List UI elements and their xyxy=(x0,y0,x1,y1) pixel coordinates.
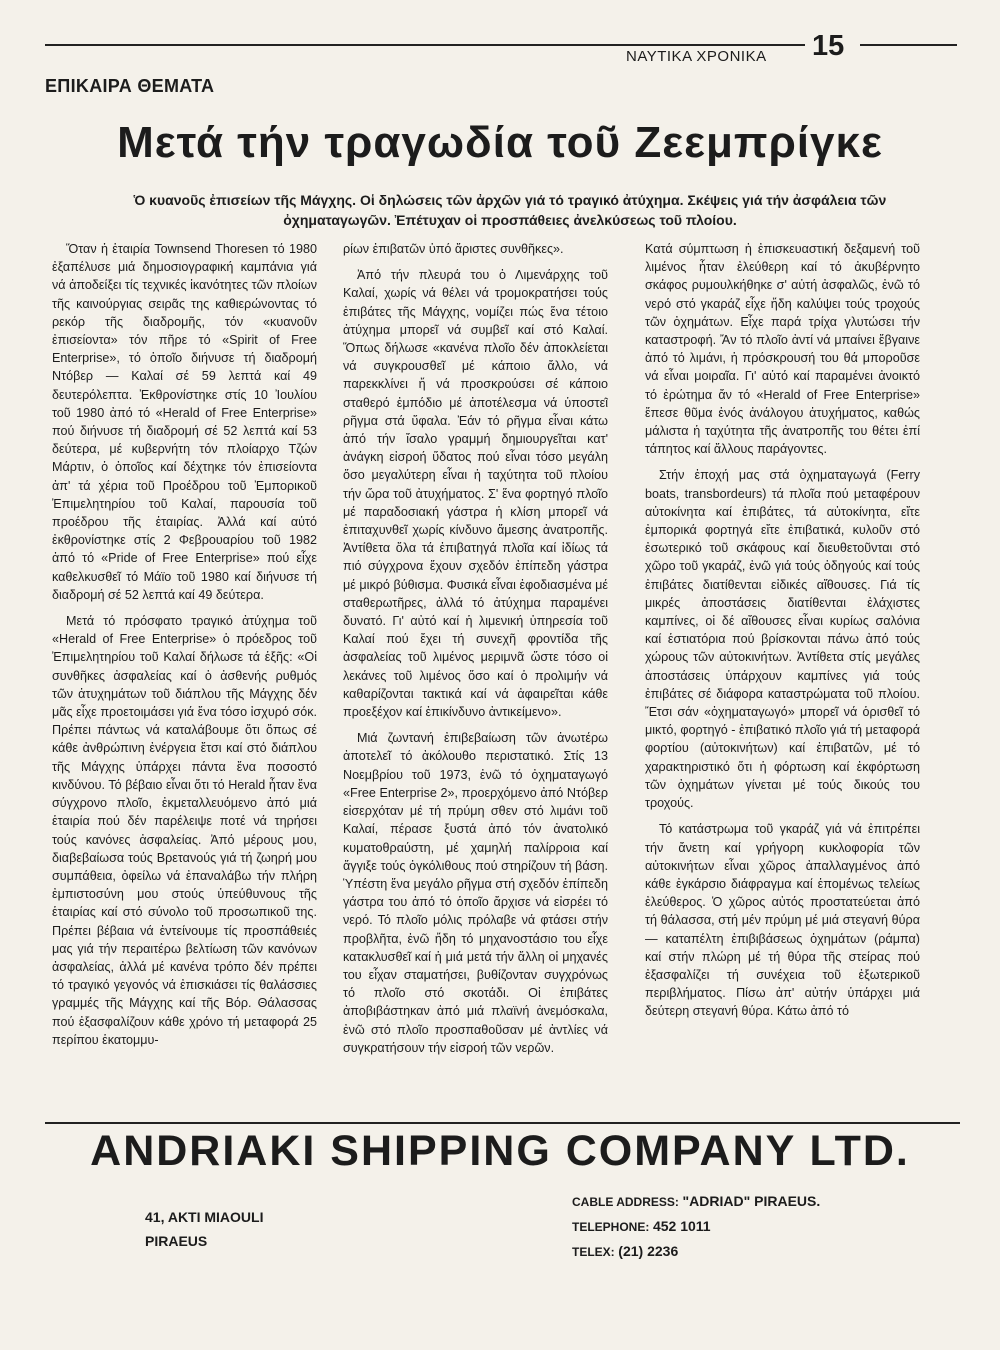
paragraph: Ὅταν ἡ ἑταιρία Townsend Thoresen τό 1980 ἐξαπέλυσε μιά δημοσιογραφική καμπάνια γιά νά ἀποδείξει τίς τεχνικές ἱκανότητες τῶν πλοίων τῆς καινούργιας σειρᾶς της καθιερώνοντας τό ρεκόρ τῆς διαδρομῆς, τόν «κυανοῦν ἐπισείοντα» τόν πῆρε τό «Spirit of Free Enterprise», τό ὁποῖο διήνυσε τή διαδρομή Ντόβερ — Καλαί σέ 59 λεπτά καί 49 δευτερόλεπτα. Ἐκθρονίστηκε στίς 10 Ἰουλίου τοῦ 1980 ἀπό τό «Herald of Free Enterprise» πού διήνυσε τή διαδρομή σέ 52 λεπτά καί 53 δεύτερα, μέ κυβερνήτη τόν πλοίαρχο Τζών Μάρτιν, ὁ ὁποῖος καί δέχτηκε τόν ἐπισείοντα ἀπ' τά χέρια τοῦ Προέδρου τοῦ Ἐμπορικοῦ Ἐπιμελητηρίου τοῦ Καλαί, παρουσία τοῦ προέδρου τῆς ἑταιρίας. Ἀλλά καί αὐτό ἐκθρονίστηκε στίς 2 Φεβρουαρίου τοῦ 1982 ἀπό τό «Pride of Free Enterprise» πού εἶχε καθελκυσθεῖ τό Μάϊο τοῦ 1980 καί διήνυσε τή διαδρομή σέ 52 λεπτά καί 49 δεύτερα. xyxy=(52,242,317,602)
header-rule-right xyxy=(860,44,957,46)
telex-value: (21) 2236 xyxy=(618,1243,679,1259)
cable-value: "ADRIAD" PIRAEUS. xyxy=(682,1193,821,1209)
paragraph: Μιά ζωντανή ἐπιβεβαίωση τῶν ἀνωτέρω ἀποτελεῖ τό ἀκόλουθο περιστατικό. Στίς 13 Νοεμβρίου τοῦ 1973, ἐνῶ τό ὀχηματαγωγό «Free Enterprise 2», προερχόμενο ἀπό Ντόβερ εἰσερχόταν μέ τή πρύμη σθεν στό λιμάνι τοῦ Καλαί, πέρασε ξυστά ἀπό τόν ἀνατολικό κυματοθραύστη, μέ χαμηλή παλίρροια καί ἄγγιξε τούς ὀγκόλιθους πού στηρίζουν τή βάση. Ὑπέστη ἕνα μεγάλο ρῆγμα στή σχεδόν ἐπίπεδη γάστρα του ἀπό τό ὁποῖο ἄρχισε νά εἰσρέει τό νερό. Τό πλοῖο μόλις πρόλαβε νά φτάσει στήν προβλῆτα, ἐνῶ ἤδη τό μηχανοστάσιο του εἶχε κατακλυσθεῖ καί ἡ μιά μετά τήν ἄλλη οἱ μηχανές του εἶχαν σταματήσει, βυθίζονταν συγχρόνως τό πλοῖο στό σκοτάδι. Οἱ ἐπιβάτες ἀποβιβάστηκαν ἀπό μιά πλαϊνή ἀνεμόσκαλα, ἐνῶ στό πλοῖο προσπαθοῦσαν μέ ἀντλίες νά συγκρατήσουν τήν εἰσροή τῶν νερῶν. xyxy=(343,731,608,1055)
page-number: 15 xyxy=(812,30,845,62)
address-line: PIRAEUS xyxy=(145,1233,208,1249)
advertisement-divider xyxy=(45,1122,960,1124)
cable-address-row xyxy=(572,1189,820,1214)
paragraph: Στήν ἐποχή μας στά ὀχηματαγωγά (Ferry boats, transbordeurs) τά πλοῖα πού μεταφέρουν αὐτοκίνητα καί ἐπιβάτες, τά αὐτοκίνητα, εἴτε ἐμπορικά φορτηγά εἴτε ἐπιβατικά, κυλοῦν στό ἐσωτερικό τοῦ σκάφους καί διευθετοῦνται στό χῶρο τοῦ γκαράζ, ἐνῶ γιά τούς ὁδηγούς καί τούς ἐπιβάτες διατίθενται εἰδικές αἴθουσες. Γιά τίς μικρές ἀποστάσεις διατίθενται ἐλάχιστες καμπίνες, οἱ δέ αἴθουσες εἶναι κυρίως σαλόνια καί ἑστιατόρια πού βρίσκονται πάνω ἀπό τούς χώρους τῶν αὐτοκινήτων. Ἀντίθετα στίς μεγάλες ἀποστάσεις ὑπάρχουν καμπίνες γιά τούς ἐπιβάτες σέ διάφορα καταστρώματα τοῦ πλοίου. Ἔτσι σάν «ὀχηματαγωγό» μπορεῖ νά ὁρισθεῖ τό μικτό, φορτηγό - ἐπιβατικό πλοῖο γιά τή μεταφορά φορτίου (αὐτοκινήτων) καί ἐπιβατῶν, μέ τό χαρακτηριστικό ὅτι ἡ φόρτωση καί ἐκφόρτωση τῶν ὀχημάτων γίνεται μέ τούς δικούς του τροχούς. xyxy=(645,468,920,811)
article-title: Μετά τήν τραγωδία τοῦ Ζεεμπρίγκε xyxy=(117,118,883,167)
telex-label: TELEX: xyxy=(572,1245,615,1259)
section-label: ΕΠΙΚΑΙΡΑ ΘΕΜΑΤΑ xyxy=(45,76,215,96)
article-subtitle: Ὁ κυανοῦς ἐπισείων τῆς Μάγχης. Οἱ δηλώσεις τῶν ἀρχῶν γιά τό τραγικό ἀτύχημα. Σκέψεις γιά τήν ἀσφάλεια τῶν ὀχηματαγωγῶν. Ἐπέτυχαν οἱ προσπάθειες ἀνελκύσεως τοῦ πλοίου. xyxy=(133,192,887,228)
paragraph: Κατά σύμπτωση ἡ ἐπισκευαστική δεξαμενή τοῦ λιμένος ἦταν ἐλεύθερη καί τό ἀκυβέρνητο σκάφος ρυμουλκήθηκε σ' αὐτή ἀσφαλῶς, ἐνῶ τό νερό στό γκαράζ εἶχε ἤδη καλύψει τούς τροχούς τῶν ὀχημάτων. Εἶχε παρά τρίχα γλυτώσει τήν καταστροφή. Ἄν τό πλοῖο ἀντί νά μπαίνει ἔβγαινε ἀπό τό λιμάνι, ἡ πρόσκρουσή του θά μποροῦσε νά εἶναι μοιραῖα. Γι' αὐτό καί παραμένει ἀνοικτό τό ἐρώτημα ἄν τό «Herald of Free Enterprise» ἔπεσε θῦμα ἑνός ἀνάλογου ἀτυχήματος, καθώς μάλιστα ἡ ταχύτητα τῆς ἀνατροπῆς του θέτει ἐπί τάπητος καί ἄλλους παράγοντες. xyxy=(645,242,920,457)
telex-row xyxy=(572,1239,820,1264)
advertiser-name: ANDRIAKI SHIPPING COMPANY LTD. xyxy=(90,1127,910,1175)
paragraph: Μετά τό πρόσφατο τραγικό ἀτύχημα τοῦ «Herald of Free Enterprise» ὁ πρόεδρος τοῦ Ἐπιμελητηρίου τοῦ Καλαί δήλωσε τά ἑξῆς: «Οἱ συνθῆκες ἀσφαλείας καί ὁ ἀσθενής ρυθμός τῶν ἀτυχημάτων τοῦ διάπλου τῆς Μάγχης δέν μᾶς εἶχε προετοιμάσει γιά ἕνα τόσο ἰσχυρό σόκ. Πρέπει πάντως νά καταλάβουμε ὅτι ὅπως σέ κάθε ἀνθρώπινη ἐνέργεια ἔτσι καί στό διάπλου τῆς Μάγχης ὑπάρχει πάντα ἕνα ποσοστό κινδύνου. Τό βέβαιο εἶναι ὅτι τό Herald ἦταν ἕνα σύγχρονο πλοῖο, ἐκμεταλλευόμενο ἀπό μιά ἑταιρία πού δέν παρέλειψε ποτέ νά τηρήσει τούς κανόνες ἀσφαλείας. Ἀπό μέρους μου, διαβεβαίωσα τούς Βρετανούς γιά τή ζωηρή μου συμπάθεια, ὀφείλω νά ἐπαναλάβω τήν πλήρη ἐμπιστοσύνη μου στούς ὑπεύθυνους τῆς ἑταιρίας καί στό σύνολο τοῦ προσωπικοῦ της. Πρέπει βέβαια νά ἐντείνουμε τίς προσπάθειές μας γιά τήν περαιτέρω βελτίωση τῶν κανόνων ἀσφαλείας, ἀλλά μέ κανένα τρόπο δέν πρέπει τό τραγικό γεγονός νά ἐπισκιάσει τίς θαλάσσιες γραμμές τῆς Μάγχης καί τῆς Βόρ. Θάλασσας πού ἐξασφαλίζουν κάθε χρόνο τή μεταφορά 25 περίπου ἑκατομμυ- xyxy=(52,614,317,1047)
telephone-row xyxy=(572,1214,820,1239)
advertiser-contacts xyxy=(572,1189,820,1264)
article-column-1 xyxy=(52,240,317,1080)
telephone-value: 452 1011 xyxy=(652,1218,711,1234)
paragraph: Τό κατάστρωμα τοῦ γκαράζ γιά νά ἐπιτρέπει τήν ἄνετη καί γρήγορη κυκλοφορία τῶν αὐτοκινήτων εἶναι χῶρος ἀπαλλαγμένος ἀπό κάθε ἐγκάρσιο διάφραγμα καί ἑπομένως τελείως ἐλεύθερος. Ὁ χῶρος αὐτός προστατεύεται ἀπό τή θάλασσα, στή μέν πρύμη μέ μιά στεγανή θύρα — καταπέλτη ἐπιβιβάσεως ὀχημάτων (ράμπα) καί στήν πλώρη μέ τή θύρα τῆς στείρας πού ἐξασφαλίζει τή συνέχεια τοῦ ἐξωτερικοῦ περιβλήματος. Πίσω ἀπ' αὐτήν ὑπάρχει μιά δεύτερη στεγανή θύρα. Κάτω ἀπό τό xyxy=(645,822,920,1019)
cable-label: CABLE ADDRESS: xyxy=(572,1195,679,1209)
header-rule xyxy=(45,44,805,46)
paragraph: ρίων ἐπιβατῶν ὑπό ἄριστες συνθῆκες». xyxy=(343,242,564,256)
address-line: 41, AKTI MIAOULI xyxy=(145,1209,264,1225)
paragraph: Ἀπό τήν πλευρά του ὁ Λιμενάρχης τοῦ Καλαί, χωρίς νά θέλει νά τρομοκρατήσει τούς ἐπιβάτες τῆς Μάγχης, νομίζει πώς ἕνα τέτοιο ἀτύχημα μπορεῖ νά συμβεῖ καί στό Καλαί. Ὅπως δήλωσε «κανένα πλοῖο δέν ἀποκλείεται νά συγκρουσθεῖ μέ κάποιο ἄλλο, νά παρεκκλίνει ἤ νά προσκρούσει σέ κάποιο σταθερό ἐμπόδιο μέ ἀποτέλεσμα νά ὑποστεῖ ρῆγμα στά ὕφαλα. Ἐάν τό ρῆγμα εἶναι κάτω ἀπό τήν ἴσαλο γραμμή δημιουργεῖται κατ' ἀνάγκη εἰσροή ὕδατος πού εἶναι τόσο μεγάλη ὅσο μεγαλύτερη εἶναι ἡ ταχύτητα τοῦ πλοίου τήν ὥρα τοῦ ἀτυχήματος. Σ' ἕνα φορτηγό πλοῖο μέ παραδοσιακή γάστρα ἡ κλίση μπορεῖ νά ἐπιταχυνθεῖ χωρίς κίνδυνο ἄμεσης ἀνατροπῆς. Ἀντίθετα ὅλα τά ἐπιβατηγά πλοῖα καί ἰδίως τά πιό σύγχρονα ἔχουν σχεδόν ἐπίπεδη γάστρα μέ μικρό βύθισμα. Φυσικά εἶναι ἐφοδιασμένα μέ σταθερωτῆρες, ἀλλά τό ἀτύχημα παραμένει δυνατό. Γι' αὐτό καί ἡ λιμενική ὑπηρεσία τοῦ Καλαί πού ἔχει τή συνεχῆ φροντίδα τῆς ἀσφαλείας τοῦ λιμένος μεριμνᾶ ὥστε τόσο οἱ λεκάνες τοῦ λιμένος ὅσο καί ὁ προλιμήν νά καθαρίζονται τακτικά καί νά ἀφαιρεῖται κάθε προεξέχον καί ἐπικίνδυνο ἀντικείμενο». xyxy=(343,268,608,720)
telephone-label: TELEPHONE: xyxy=(572,1220,650,1234)
article-column-2 xyxy=(343,240,608,1080)
article-column-3 xyxy=(645,240,920,1080)
magazine-title: ΝΑΥΤΙΚΑ ΧΡΟΝΙΚΑ xyxy=(626,48,767,65)
advertiser-address xyxy=(145,1205,264,1253)
